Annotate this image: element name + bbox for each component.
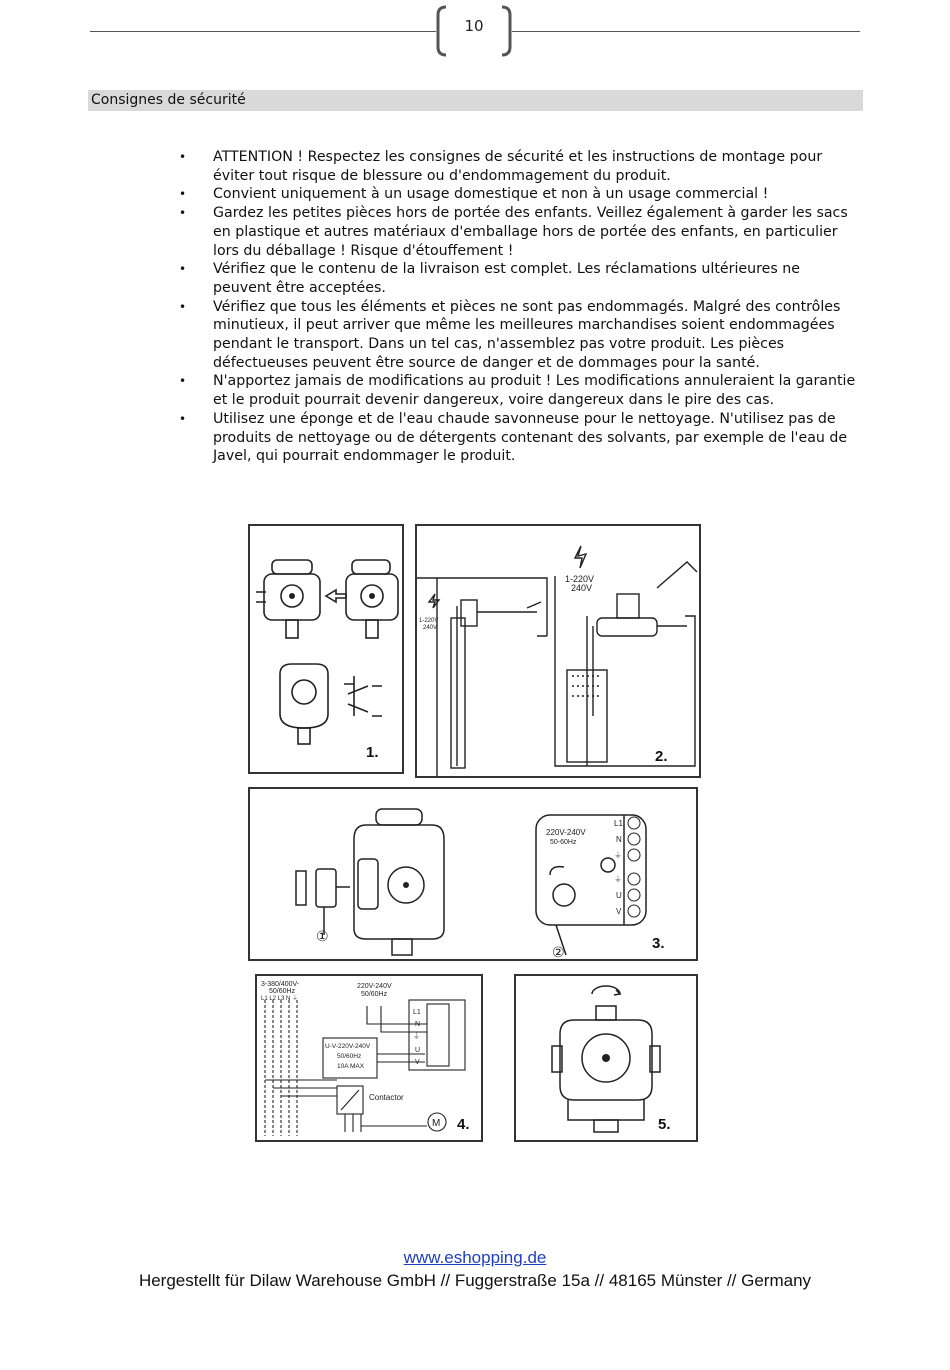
connections-illustration: [250, 789, 696, 959]
bullet-icon: •: [179, 411, 187, 426]
page-number: 10: [464, 17, 484, 35]
callout-1: ①: [316, 929, 329, 945]
figure-2-installation: [415, 524, 701, 778]
fig4-terminal-v: V: [415, 1059, 420, 1066]
list-item-text: Gardez les petites pièces hors de portée des enfants. Veillez également à garder les sacs en plastique et autres matériaux d'emballage hors de portée des enfants, en particulier lors du déballage ! Risque d'étouffement !: [213, 205, 848, 259]
list-item-text: ATTENTION ! Respectez les consignes de sécurité et les instructions de montage pour éviter tout risque de blessure ou d'endommagement du produit.: [213, 149, 823, 184]
bullet-icon: •: [179, 262, 187, 277]
fig4-motor-label: M: [432, 1118, 441, 1129]
fig3-frequency: 50-60Hz: [550, 839, 577, 846]
list-item-text: Convient uniquement à un usage domestique et non à un usage commercial !: [213, 186, 769, 203]
fig2-voltage-label: 1-220V: [565, 574, 595, 584]
fig4-uv-max: 10A MAX: [337, 1063, 365, 1070]
fig4-terminal-u: U: [415, 1047, 421, 1054]
figure-number: 3.: [652, 935, 665, 952]
figure-number: 5.: [658, 1116, 671, 1133]
bullet-icon: •: [179, 206, 187, 221]
bullet-icon: •: [179, 187, 187, 202]
fig4-supply-3ph: 3-380/400V-: [261, 981, 300, 988]
figure-1-mounting: [248, 524, 404, 774]
footer-website-link[interactable]: www.eshopping.de: [403, 1248, 547, 1267]
figure-number: 4.: [457, 1116, 470, 1133]
fig4-supply-3ph-freq: 50/60Hz: [269, 988, 296, 995]
section-heading-bar: [88, 90, 863, 111]
fig4-uv-freq: 50/60Hz: [337, 1053, 362, 1060]
fig2-small-voltage-2: 240V: [423, 625, 438, 631]
fig2-small-voltage: 1-220V: [419, 618, 439, 624]
bullet-icon: •: [179, 150, 187, 164]
list-item: [177, 372, 862, 409]
figure-4-wiring-diagram: [255, 974, 483, 1142]
installation-illustration: [417, 526, 699, 776]
fig3-voltage: 220V-240V: [546, 828, 586, 837]
fig4-terminal-n: N: [415, 1021, 421, 1028]
fig2-voltage-label-2: 240V: [571, 583, 593, 593]
fig4-supply-1ph-freq: 50/60Hz: [361, 991, 388, 998]
figure-number: 1.: [366, 744, 379, 761]
header-rule-right: [512, 31, 860, 32]
figure-number: 2.: [655, 748, 668, 765]
fig3-terminal-u: U: [616, 891, 622, 900]
fig3-terminal-l1: L1: [614, 819, 623, 828]
footer-address: Hergestellt für Dilaw Warehouse GmbH // Fuggerstraße 15a // 48165 Münster // Germany: [138, 1271, 812, 1290]
bullet-icon: •: [179, 299, 187, 314]
wiring-illustration: [257, 976, 481, 1140]
fig3-terminal-v: V: [616, 907, 622, 916]
list-item: [177, 148, 862, 185]
mounting-illustration: [250, 526, 402, 772]
fig4-contactor-label: Contactor: [369, 1093, 404, 1102]
list-item-text: N'apportez jamais de modifications au produit ! Les modifications annuleraient la garantie et le produit pourrait devenir dangereux, voire dangereux dans le pire des cas.: [213, 373, 856, 409]
list-item: [177, 185, 862, 204]
fig3-terminal-ground-2: ⏚: [614, 875, 622, 884]
list-item: [177, 410, 862, 466]
fig4-uv-label: U-V-220V-240V: [325, 1043, 371, 1050]
list-item: [177, 298, 862, 373]
fig3-terminal-ground: ⏚: [614, 851, 622, 860]
list-item-text: Vérifiez que le contenu de la livraison est complet. Les réclamations ultérieures ne peuvent être acceptées.: [213, 261, 801, 296]
figure-3-connections: [248, 787, 698, 961]
header-rule-left: [90, 31, 436, 32]
figure-5-adjustment: [514, 974, 698, 1142]
fig3-terminal-n: N: [616, 835, 622, 844]
fig4-phases: L1 L2 L3 N ⏚: [261, 996, 299, 1002]
section-title: Consignes de sécurité: [91, 92, 246, 108]
list-item: [177, 260, 862, 297]
safety-instructions-list: [177, 148, 862, 466]
bullet-icon: •: [179, 374, 187, 389]
list-item-text: Vérifiez que tous les éléments et pièces ne sont pas endommagés. Malgré des contrôles minutieux, il peut arriver que même les meilleures marchandises soient endommagées pendant le transport. Dans un tel cas, n'assemblez pas votre produit. Les pièces défectueuses peuvent être source de danger et de dommages pour la santé.: [213, 298, 841, 371]
list-item-text: Utilisez une éponge et de l'eau chaude savonneuse pour le nettoyage. N'utilisez pas de produits de nettoyage ou de détergents contenant des solvants, par exemple de l'eau de Javel, qui pourrait endommager le produit.: [213, 410, 848, 465]
list-item: [177, 204, 862, 260]
callout-2: ②: [552, 945, 565, 959]
page-number-bracket: [436, 5, 512, 57]
fig4-terminal-l1: L1: [413, 1009, 421, 1016]
fig4-terminal-ground: ⏚: [413, 1033, 420, 1040]
fig4-supply-1ph: 220V-240V: [357, 983, 392, 990]
